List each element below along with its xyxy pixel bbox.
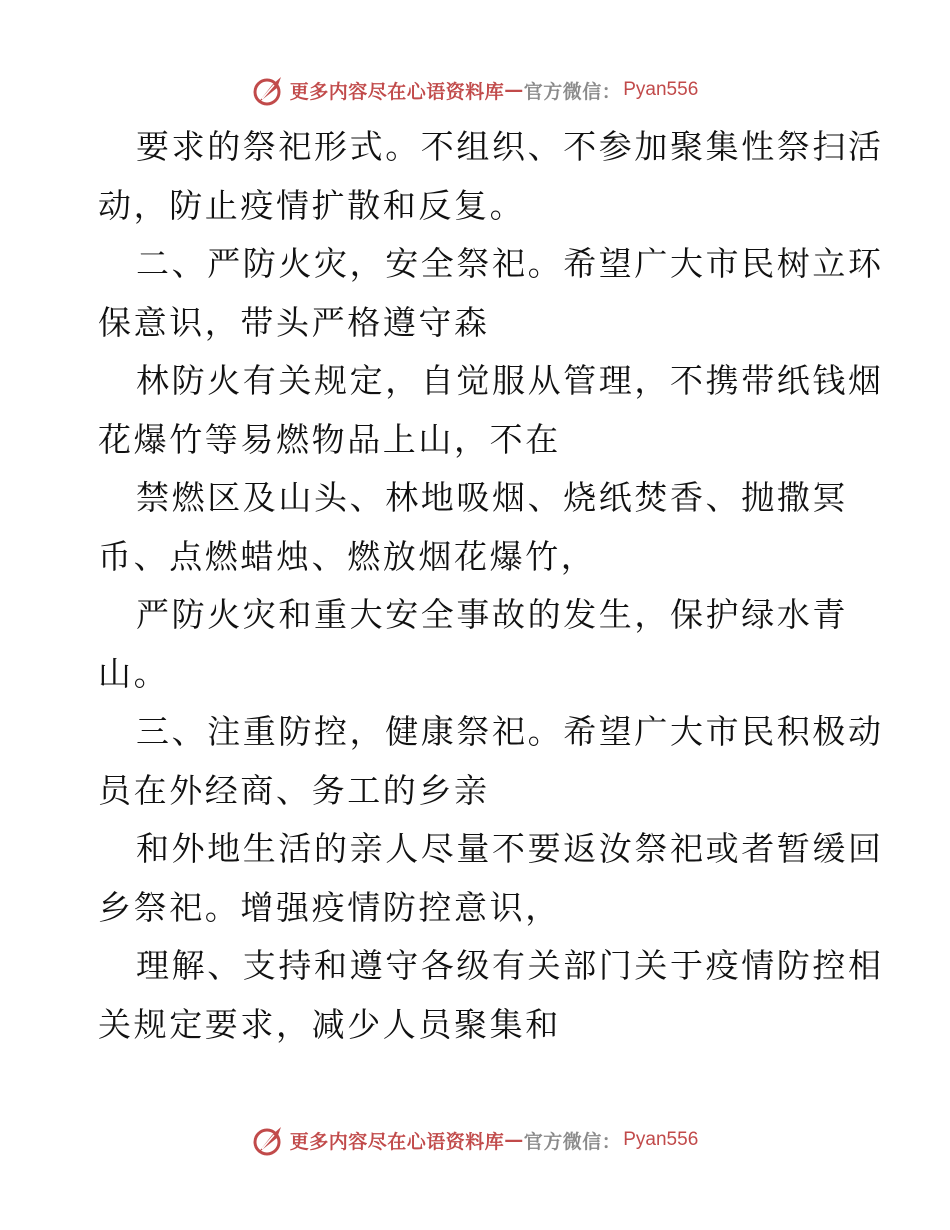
document-body — [98, 118, 884, 1054]
body-line: 理解、支持和遵守各级有关部门关于疫情防控相 — [136, 946, 884, 985]
watermark-wechat-id: Pyan556 — [623, 79, 699, 100]
header-watermark — [0, 70, 950, 110]
body-line: 严防火灾和重大安全事故的发生，保护绿水青 — [136, 595, 848, 634]
body-line: 和外地生活的亲人尽量不要返汝祭祀或者暂缓回 — [136, 829, 884, 868]
body-line: 花爆竹等易燃物品上山，不在 — [98, 419, 561, 459]
body-line: 二、严防火灾，安全祭祀。希望广大市民树立环 — [136, 244, 884, 283]
watermark-wechat-id: Pyan556 — [623, 1129, 699, 1150]
watermark-site-text: 更多内容尽在心语资料库 — [289, 1130, 505, 1153]
footer-watermark — [0, 1120, 950, 1160]
quill-feather-icon — [252, 73, 286, 107]
quill-feather-icon — [252, 1123, 286, 1157]
body-line: 禁燃区及山头、林地吸烟、烧纸焚香、抛撒冥 — [136, 478, 848, 517]
watermark-wechat-label: 官方微信： — [523, 80, 622, 103]
body-line: 动，防止疫情扩散和反复。 — [98, 185, 526, 225]
body-line: 关规定要求，减少人员聚集和 — [98, 1004, 561, 1044]
body-line: 林防火有关规定，自觉服从管理，不携带纸钱烟 — [136, 361, 884, 400]
watermark-site-text: 更多内容尽在心语资料库 — [289, 80, 505, 103]
body-line: 员在外经商、务工的乡亲 — [98, 770, 490, 810]
body-line: 山。 — [98, 653, 170, 693]
watermark-separator: — — [504, 79, 524, 101]
watermark-wechat-label: 官方微信： — [523, 1130, 622, 1153]
body-line: 三、注重防控，健康祭祀。希望广大市民积极动 — [136, 712, 884, 751]
body-line: 要求的祭祀形式。不组织、不参加聚集性祭扫活 — [136, 127, 884, 166]
body-line: 保意识，带头严格遵守森 — [98, 302, 490, 342]
body-line: 乡祭祀。增强疫情防控意识， — [98, 887, 561, 927]
watermark-separator: — — [504, 1129, 524, 1151]
body-line: 币、点燃蜡烛、燃放烟花爆竹， — [98, 536, 597, 576]
